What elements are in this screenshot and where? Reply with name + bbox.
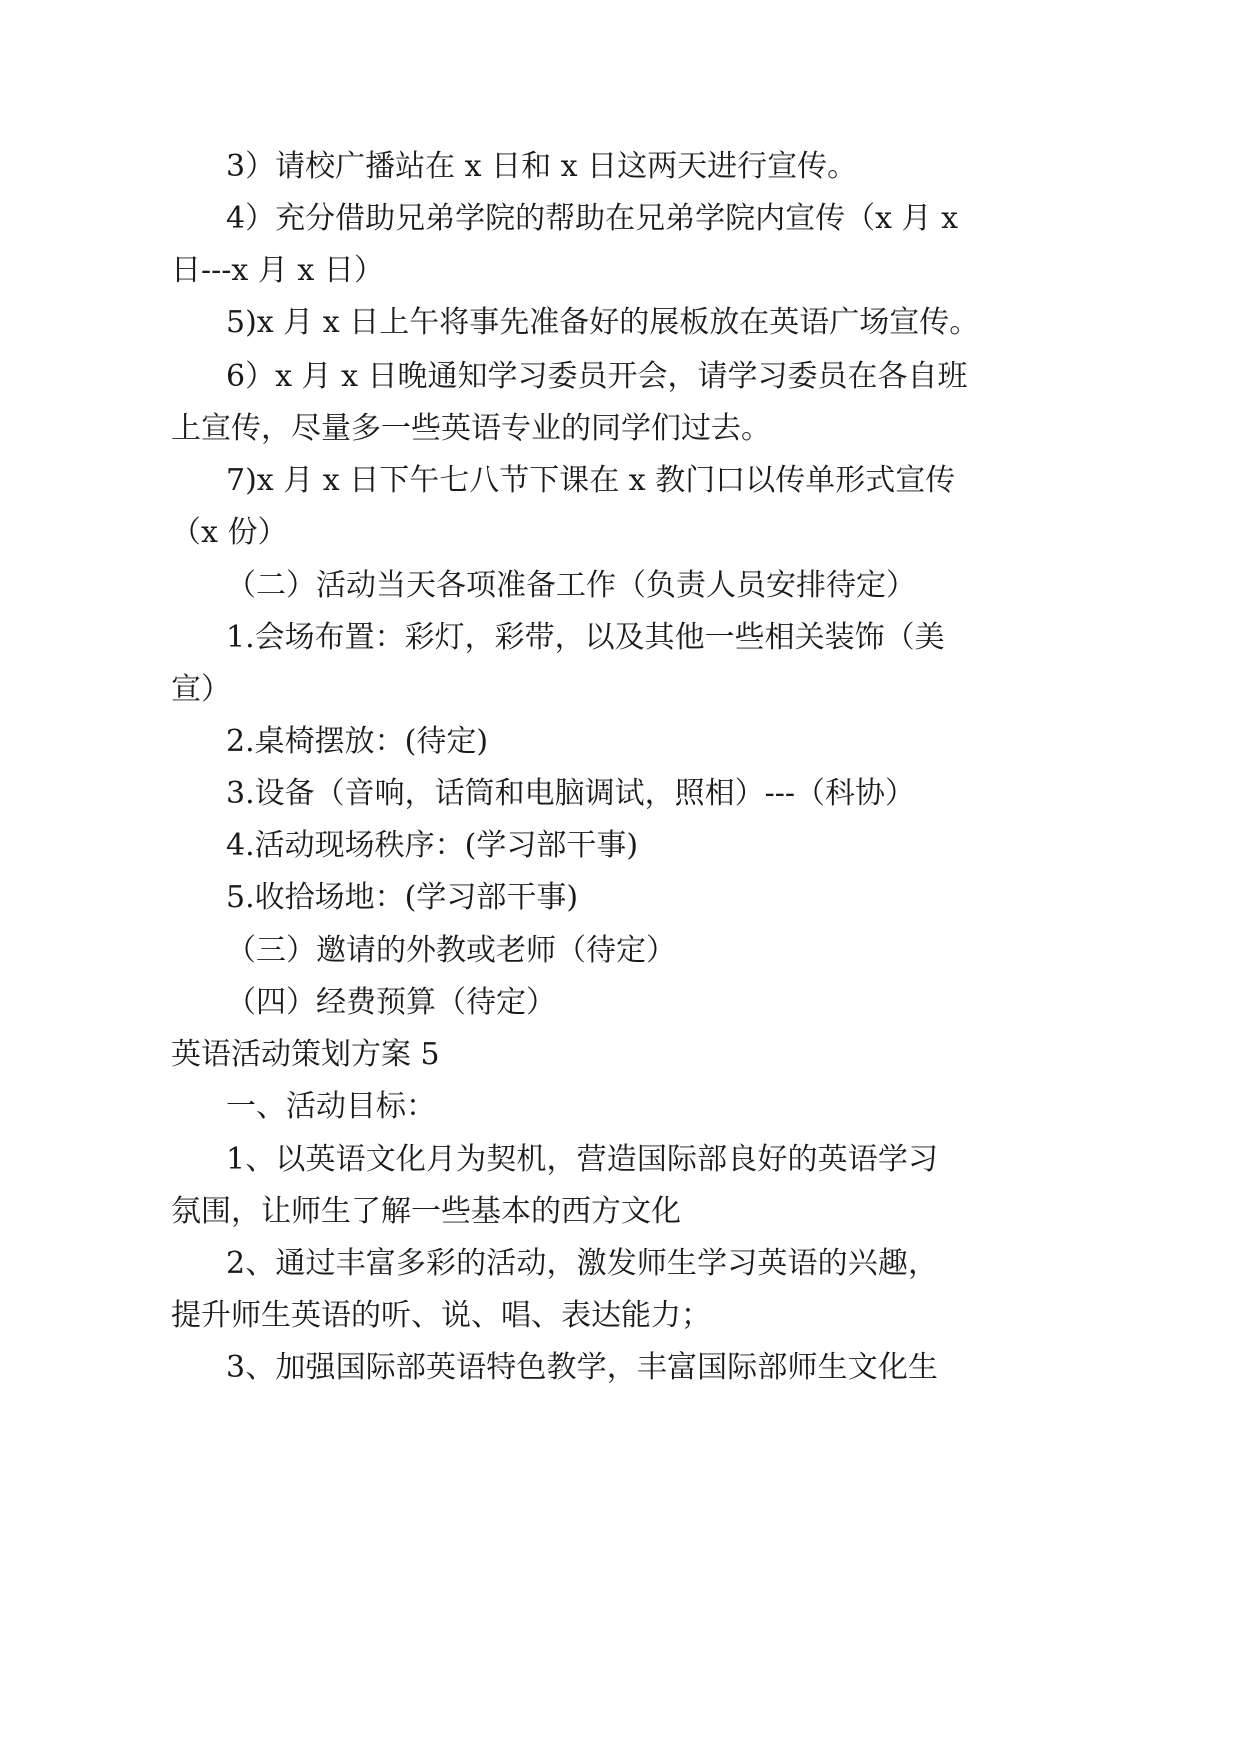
text-line: 宣） [171,672,231,707]
text-line: 氛围，让师生了解一些基本的西方文化 [171,1194,681,1229]
text-line: 5)x 月 x 日上午将事先准备好的展板放在英语广场宣传。 [226,305,980,340]
text-line: 5.收拾场地：(学习部干事) [226,880,579,915]
text-line: 4.活动现场秩序：(学习部干事) [226,828,639,863]
text-line: 提升师生英语的听、说、唱、表达能力； [171,1298,711,1333]
text-line: 4）充分借助兄弟学院的帮助在兄弟学院内宣传（x 月 x [226,201,958,236]
text-line: 2、通过丰富多彩的活动，激发师生学习英语的兴趣， [226,1246,938,1281]
text-line: 6）x 月 x 日晚通知学习委员开会，请学习委员在各自班 [226,359,968,394]
section-heading: （二）活动当天各项准备工作（负责人员安排待定） [226,568,916,603]
section-heading: （四）经费预算（待定） [226,985,556,1020]
text-line: 1.会场布置：彩灯，彩带，以及其他一些相关装饰（美 [226,620,945,655]
text-line: 日---x 月 x 日） [171,253,384,288]
section-heading: 一、活动目标： [226,1089,436,1124]
text-line: （x 份） [171,515,288,550]
document-title: 英语活动策划方案 5 [171,1037,440,1072]
text-line: 7)x 月 x 日下午七八节下课在 x 教门口以传单形式宣传 [226,463,956,498]
text-line: 2.桌椅摆放：(待定) [226,724,489,759]
text-line: 3.设备（音响，话筒和电脑调试，照相）---（科协） [226,776,916,811]
text-line: 3、加强国际部英语特色教学，丰富国际部师生文化生 [226,1350,938,1385]
text-line: 3）请校广播站在 x 日和 x 日这两天进行宣传。 [226,149,858,184]
text-line: 上宣传，尽量多一些英语专业的同学们过去。 [171,411,771,446]
text-line: 1、以英语文化月为契机，营造国际部良好的英语学习 [226,1142,938,1177]
section-heading: （三）邀请的外教或老师（待定） [226,933,676,968]
